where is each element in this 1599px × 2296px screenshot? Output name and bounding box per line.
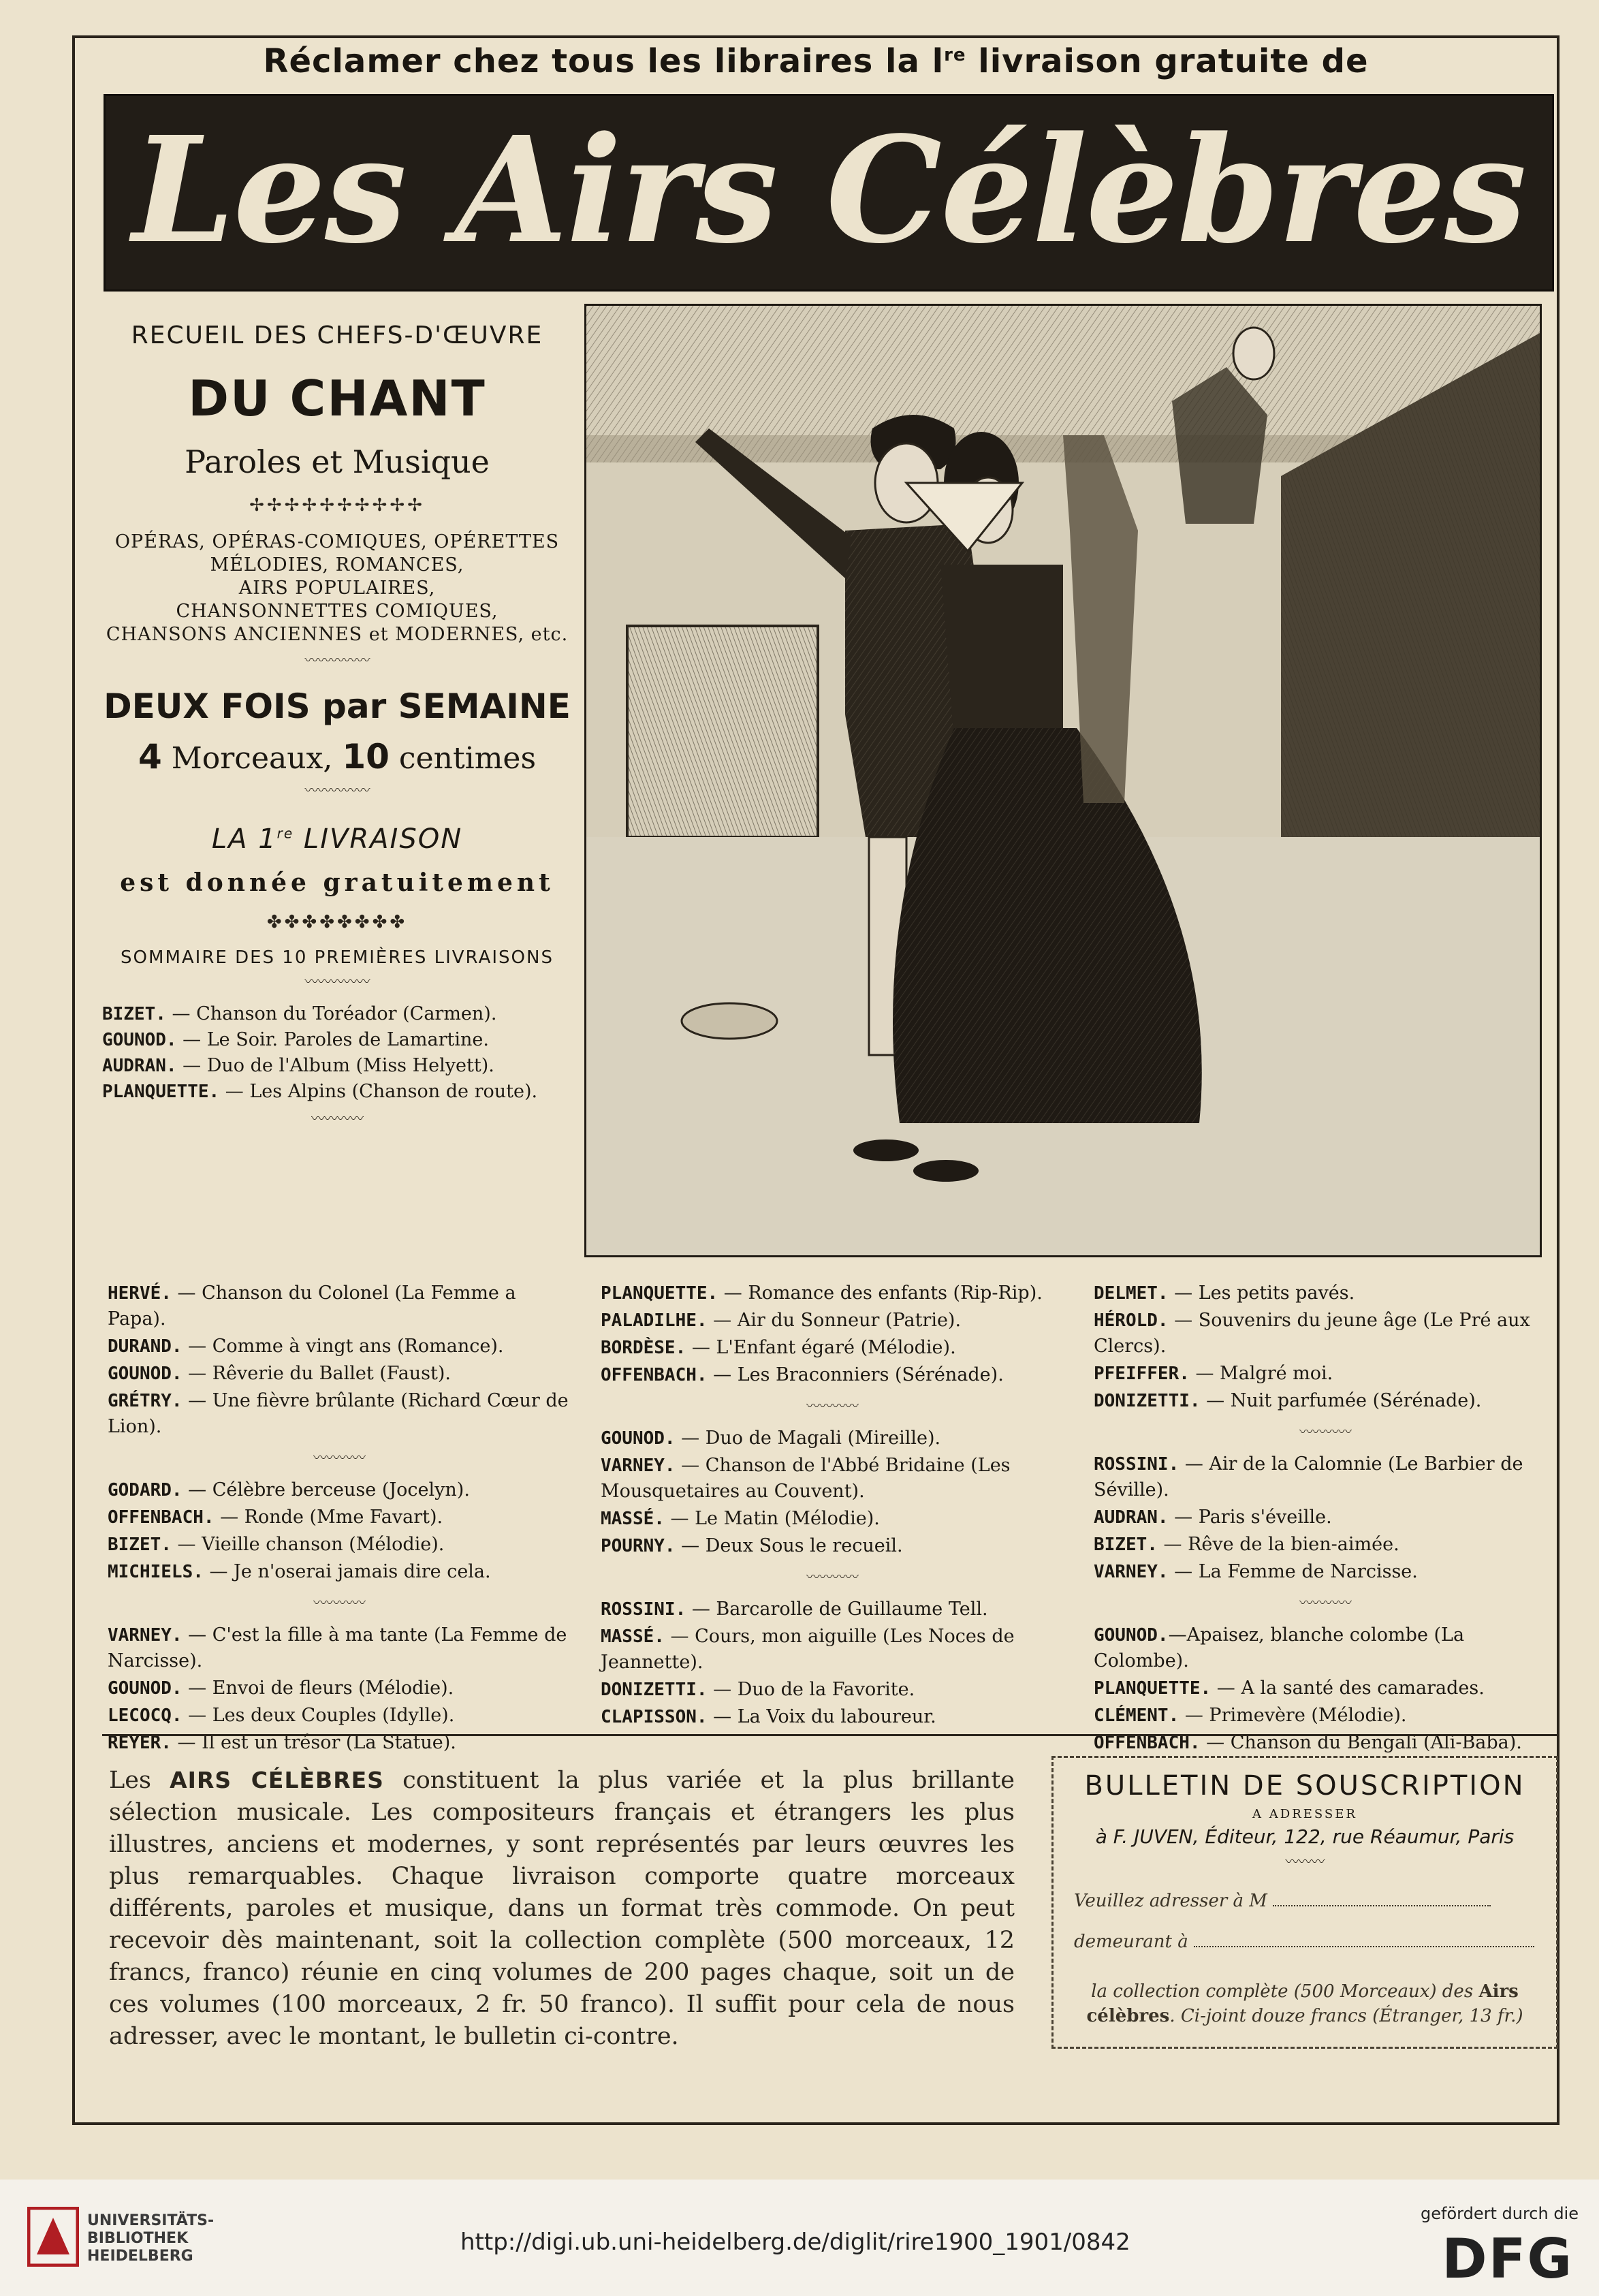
bulletin-order-text: la collection complète (500 Morceaux) des Airs célèbres. Ci-joint douze francs (Étranger, 13 fr.) <box>1086 1981 1523 2026</box>
bulletin-adresser: A ADRESSER <box>1252 1807 1357 1821</box>
list-item: LECOCQ. — Les deux Couples (Idylle). <box>108 1705 455 1726</box>
ornament-divider: ✤✤✤✤✤✤✤✤ <box>266 912 408 932</box>
squiggle-divider: 〰〰〰〰〰 <box>304 973 370 990</box>
list-item: BORDÈSE. — L'Enfant égaré (Mélodie). <box>601 1337 956 1358</box>
list-item: ROSSINI. — Barcarolle de Guillaume Tell. <box>601 1599 988 1620</box>
squiggle-divider: 〰〰〰〰 <box>313 1449 365 1466</box>
list-item: DONIZETTI. — Nuit parfumée (Sérénade). <box>1094 1390 1482 1411</box>
squiggle-divider: 〰〰〰 <box>1285 1853 1325 1870</box>
list-item: MASSÉ. — Le Matin (Mélodie). <box>601 1508 880 1529</box>
banner-title: Les Airs Célèbres <box>132 105 1525 276</box>
list-item: MICHIELS. — Je n'oserai jamais dire cela. <box>108 1561 491 1582</box>
ornament-divider: ✢✢✢✢✢✢✢✢✢✢ <box>249 495 425 516</box>
squiggle-divider: 〰〰〰〰〰 <box>304 782 370 798</box>
list-item: GOUNOD. — Duo de Magali (Mireille). <box>601 1428 941 1449</box>
list-item: DURAND. — Comme à vingt ans (Romance). <box>108 1336 504 1357</box>
livraison-heading: LA 1re LIVRAISON <box>211 823 463 855</box>
digitization-footer <box>0 2180 1599 2296</box>
list-item: GODARD. — Célèbre berceuse (Jocelyn). <box>108 1479 470 1500</box>
paroles-subheading: Paroles et Musique <box>185 443 490 480</box>
list-item: HERVÉ. — Chanson du Colonel (La Femme a Papa). <box>108 1283 516 1330</box>
list-item: OFFENBACH. — Les Braconniers (Sérénade). <box>601 1364 1004 1385</box>
institution-name: UNIVERSITÄTS- BIBLIOTHEK HEIDELBERG <box>87 2212 215 2265</box>
squiggle-divider: 〰〰〰〰 <box>806 1569 858 1585</box>
list-item: OFFENBACH. — Ronde (Mme Favart). <box>108 1507 443 1528</box>
bulletin-publisher: à F. JUVEN, Éditeur, 122, rue Réaumur, Paris <box>1095 1825 1515 1848</box>
list-item: VARNEY. — La Femme de Narcisse. <box>1094 1561 1418 1582</box>
catalogue-column-2 <box>601 1280 1064 1731</box>
list-item: PLANQUETTE. — Romance des enfants (Rip-Rip). <box>601 1283 1043 1304</box>
source-url-link[interactable]: http://digi.ub.uni-heidelberg.de/diglit/rire1900_1901/0842 <box>460 2229 1130 2256</box>
squiggle-divider: 〰〰〰〰〰 <box>304 652 370 668</box>
list-item: AUDRAN. — Paris s'éveille. <box>1094 1507 1332 1528</box>
frequency-heading: DEUX FOIS par SEMAINE <box>104 687 571 726</box>
squiggle-divider: 〰〰〰〰 <box>313 1594 365 1611</box>
list-item: CLÉMENT. — Primevère (Mélodie). <box>1094 1705 1407 1726</box>
subscription-bulletin <box>1051 1756 1558 2049</box>
list-item: DELMET. — Les petits pavés. <box>1094 1283 1355 1304</box>
squiggle-divider: 〰〰〰〰 <box>806 1398 858 1414</box>
section-divider <box>102 1734 1557 1736</box>
catalogue-column-1 <box>108 1280 571 1757</box>
list-item: CLAPISSON. — La Voix du laboureur. <box>601 1706 936 1727</box>
list-item: PLANQUETTE. — A la santé des camarades. <box>1094 1678 1485 1699</box>
dfg-logo: DFG <box>1442 2227 1573 2291</box>
list-item: GOUNOD. — Envoi de fleurs (Mélodie). <box>108 1678 454 1699</box>
squiggle-divider: 〰〰〰〰 <box>1299 1424 1351 1440</box>
list-item: HÉROLD. — Souvenirs du jeune âge (Le Pré aux Clercs). <box>1094 1310 1530 1357</box>
toreador-engraving <box>586 306 1540 1255</box>
list-item: PFEIFFER. — Malgré moi. <box>1094 1363 1333 1384</box>
genres-list: OPÉRAS, OPÉRAS-COMIQUES, OPÉRETTES MÉLODIES, ROMANCES, AIRS POPULAIRES, CHANSONNETTES COMIQUES, CHANSONS ANCIENNES et MODERNES, etc. <box>106 531 569 645</box>
list-item: BIZET. — Chanson du Toréador (Carmen). <box>102 1003 497 1024</box>
bulletin-name-field: Veuillez adresser à M <box>1054 1891 1556 1911</box>
list-item: PALADILHE. — Air du Sonneur (Patrie). <box>601 1310 962 1331</box>
list-item: REYER. — Il est un trésor (La Statue). <box>108 1732 456 1753</box>
funding-note: gefördert durch die <box>1421 2204 1579 2223</box>
price-line: 4 Morceaux, 10 centimes <box>138 737 537 776</box>
list-item: GOUNOD. — Le Soir. Paroles de Lamartine. <box>102 1029 489 1050</box>
catalogue-column-3 <box>1094 1280 1557 1757</box>
recueil-heading: RECUEIL DES CHEFS-D'ŒUVRE <box>131 321 543 349</box>
list-item: VARNEY. — Chanson de l'Abbé Bridaine (Les Mousquetaires au Couvent). <box>601 1455 1011 1502</box>
header-announcement: Réclamer chez tous les libraires la $l^{re}$ livraison gratuite de <box>263 42 1369 80</box>
university-logo-icon <box>27 2207 79 2269</box>
squiggle-divider: 〰〰〰〰 <box>311 1110 363 1127</box>
list-item: BIZET. — Vieille chanson (Mélodie). <box>108 1534 445 1555</box>
list-item: PLANQUETTE. — Les Alpins (Chanson de route). <box>102 1081 538 1102</box>
list-item: MASSÉ. — Cours, mon aiguille (Les Noces de Jeannette). <box>601 1626 1015 1673</box>
gratuit-line: est donnée gratuitement <box>120 868 554 897</box>
sommaire-heading: SOMMAIRE DES 10 PREMIÈRES LIVRAISONS <box>121 947 554 968</box>
list-item: GRÉTRY. — Une fièvre brûlante (Richard Cœur de Lion). <box>108 1390 569 1437</box>
list-item: OFFENBACH. — Chanson du Bengali (Ali-Baba). <box>1094 1732 1522 1753</box>
bulletin-address-field: demeurant à <box>1054 1932 1556 1952</box>
list-item: AUDRAN. — Duo de l'Album (Miss Helyett). <box>102 1055 494 1076</box>
left-column <box>102 315 572 1138</box>
bulletin-title: BULLETIN DE SOUSCRIPTION <box>1084 1770 1525 1802</box>
description-paragraph: Les AIRS CÉLÈBRES constituent la plus variée et la plus brillante sélection musicale. Les compositeurs français et étrangers les plus illustres, anciens et modernes, y sont représentés par leurs œuvres les plus remarquables. Chaque livraison comporte quatre morceaux différents, paroles et musique, dans un format très commode. On peut recevoir dès maintenant, soit la collection complète (500 morceaux, 12 francs, franco) réunie en cinq volumes de 200 pages chaque, soit un de ces volumes (100 morceaux, 2 fr. 50 franco). Il suffit pour cela de nous adresser, avec le montant, le bulletin ci-contre. <box>109 1767 1015 2050</box>
list-item: VARNEY. — C'est la fille à ma tante (La Femme de Narcisse). <box>108 1624 567 1671</box>
list-item: BIZET. — Rêve de la bien-aimée. <box>1094 1534 1399 1555</box>
list-item: GOUNOD.—Apaisez, blanche colombe (La Colombe). <box>1094 1624 1465 1671</box>
title-banner <box>104 94 1554 292</box>
list-item: GOUNOD. — Rêverie du Ballet (Faust). <box>108 1363 452 1384</box>
illustration-toreador <box>584 304 1542 1257</box>
list-item: ROSSINI. — Air de la Calomnie (Le Barbier de Séville). <box>1094 1453 1523 1500</box>
squiggle-divider: 〰〰〰〰 <box>1299 1594 1351 1611</box>
list-item: DONIZETTI. — Duo de la Favorite. <box>601 1679 915 1700</box>
list-item: POURNY. — Deux Sous le recueil. <box>601 1535 903 1556</box>
du-chant-heading: DU CHANT <box>188 370 486 427</box>
